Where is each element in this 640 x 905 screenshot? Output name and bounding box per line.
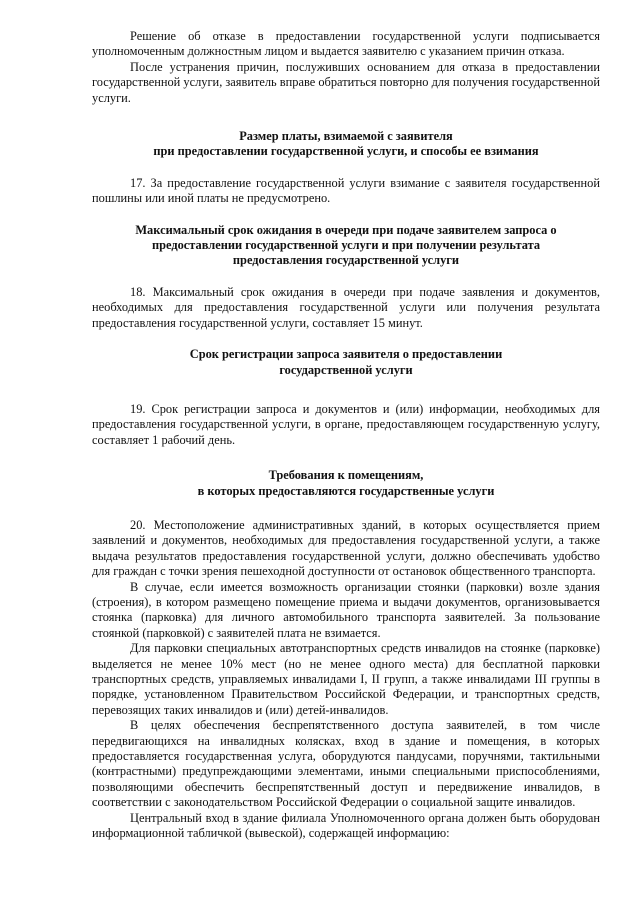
heading-registration [92, 347, 600, 378]
paragraph-disabled-parking: Для парковки специальных автотранспортных средств инвалидов на стоянке (парковке) выделяется не менее 10% мест (но не менее одного места) для бесплатной парковки транспортных средств, управляемых инвалидами I, II групп, а также инвалидами III группы в порядке, установленном Правительством Российской Федерации, и транспортных средств, перевозящих таких инвалидов и (или) детей-инвалидов. [92, 641, 600, 717]
heading-wait-line-1: Максимальный срок ожидания в очереди при подаче заявителем запроса о [135, 222, 557, 237]
paragraph-accessibility: В целях обеспечения беспрепятственного доступа заявителей, в том числе передвигающихся на инвалидных колясках, вход в здание и помещения, в которых предоставляется государственная услуга, оборудуются пандусами, поручнями, тактильными (контрастными) предупреждающими элементами, иными специальными приспособлениями, позволяющими обеспечить беспрепятственный доступ и передвижение инвалидов, в соответствии с законодательством Российской Федерации о социальной защите инвалидов. [92, 718, 600, 810]
paragraph-central-entrance: Центральный вход в здание филиала Уполномоченного органа должен быть оборудован информационной табличкой (вывеской), содержащей информацию: [92, 810, 600, 841]
paragraph-refusal-decision: Решение об отказе в предоставлении государственной услуги подписывается уполномоченным должностным лицом и выдается заявителю с указанием причин отказа. [92, 29, 600, 59]
heading-fee-line-2: при предоставлении государственной услуги, и способы ее взимания [153, 144, 539, 159]
heading-premises-line-1: Требования к помещениям, [268, 468, 424, 483]
heading-fee-line-1: Размер платы, взимаемой с заявителя [239, 129, 453, 144]
paragraph-17: 17. За предоставление государственной услуги взимание с заявителя государственной пошлины или иной платы не предусмотрено. [92, 175, 600, 206]
heading-premises-line-2: в которых предоставляются государственные услуги [197, 483, 495, 498]
paragraph-reapply: После устранения причин, послуживших основанием для отказа в предоставлении государственной услуги, заявитель вправе обратиться повторно для получения государственной услуги. [92, 59, 600, 105]
document-page [92, 29, 600, 841]
paragraph-18: 18. Максимальный срок ожидания в очереди при подаче заявления и документов, необходимых для предоставления государственной услуги или получения результата предоставления государственной услуги, составляет 15 минут. [92, 284, 600, 330]
heading-registration-line-2: государственной услуги [279, 362, 413, 377]
heading-wait-line-2: предоставлении государственной услуги и при получении результата [151, 238, 541, 253]
heading-wait-line-3: предоставления государственной услуги [232, 253, 460, 268]
heading-wait-time [92, 223, 600, 269]
heading-premises [92, 468, 600, 499]
heading-fee [92, 129, 600, 160]
paragraph-parking: В случае, если имеется возможность организации стоянки (парковки) возле здания (строения), в котором размещено помещение приема и выдачи документов, организовывается стоянка (парковка) для личного автомобильного транспорта заявителей. За пользование стоянкой (парковкой) с заявителей плата не взимается. [92, 579, 600, 640]
heading-registration-line-1: Срок регистрации запроса заявителя о предоставлении [189, 347, 503, 362]
paragraph-19: 19. Срок регистрации запроса и документов и (или) информации, необходимых для предоставления государственной услуги, в органе, предоставляющем государственную услугу, составляет 1 рабочий день. [92, 401, 600, 447]
paragraph-20: 20. Местоположение административных зданий, в которых осуществляется прием заявлений и документов, необходимых для предоставления государственной услуги, а также выдача результатов предоставления государственной услуги, должно обеспечивать удобство для граждан с точки зрения пешеходной доступности от остановок общественного транспорта. [92, 517, 600, 579]
